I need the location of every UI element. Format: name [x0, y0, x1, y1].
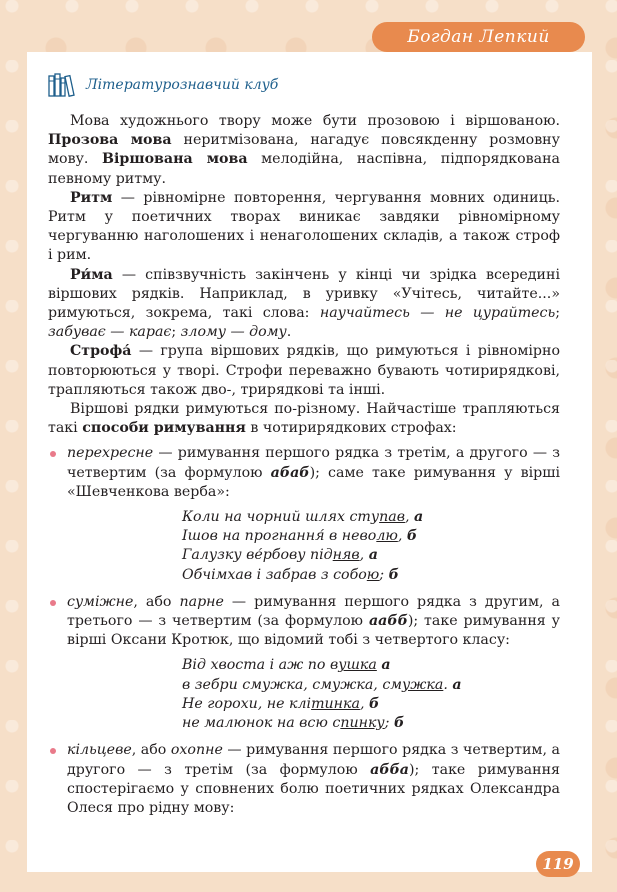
verse-line: Обчімхав і забрав з собою; б [182, 566, 399, 583]
verse-line: не малюнок на всю спинку; б [182, 715, 405, 732]
author-header-tab [372, 22, 585, 52]
author-name: Богдан Лепкий [407, 27, 550, 47]
verse-line: Галузку ве́рбову підняв, а [182, 547, 378, 564]
club-heading [48, 73, 278, 97]
list-item-enclosed-rhyme: кільцеве, або охопне — римування першого рядка з четвертим, а другого — з третім (за формулою абба); таке римування спостерігаємо у сповнених болю поетичних рядках Олександра Олеся про рідну мову: [48, 741, 560, 818]
list-item-adjacent-rhyme: суміжне, або парне — римування першого рядка з другим, а третього — з четвертим (за формулою аабб); таке римування у вірші Оксани Кротюк, що відомий тобі з четвертого класу: [48, 593, 560, 651]
verse-line: Не горохи, не клітинка, б [182, 695, 380, 712]
club-title: Літературознавчий клуб [86, 77, 279, 93]
verse-line: Від хвоста і аж по вушка а [182, 657, 391, 674]
paragraph-language: Мова художнього твору може бути прозовою і віршованою. Прозова мова неритмізована, нагадує повсякденну розмовну мову. Віршована мова мелодійна, наспівна, підпорядкована певному ритму. [48, 113, 561, 187]
verse-shevchenko [48, 508, 560, 585]
paragraph-rhyme: Ри́ма — співзвучність закінчень у кінці чи зрідка всередині віршових рядків. Наприклад, в уривку «Учітесь, читайте...» римуються, зокрема, такі слова: научайтесь — не цурайтесь; забуває — карає; злому — дому. [48, 266, 560, 341]
page-number: 119 [542, 855, 574, 873]
verse-line: Коли на чорний шлях ступав, а [182, 509, 424, 526]
verse-krotiuk [48, 656, 560, 733]
main-text [48, 112, 560, 818]
page-number-badge [536, 851, 580, 877]
verse-line: Ішов на прогнання́ в неволю, б [182, 528, 418, 545]
paragraph-rhyming-methods: Віршові рядки римуються по-різному. Найчастіше трапляються такі способи римування в чотирирядкових строфах: [48, 401, 560, 437]
verse-line: в зебри смужка, смужка, смужка. а [182, 676, 462, 693]
list-item-cross-rhyme: перехресне — римування першого рядка з третім, а другого — з четвертим (за формулою абаб); саме таке римування у вірші «Шевченкова верба»: [48, 444, 560, 502]
books-icon [48, 73, 76, 97]
paragraph-rhythm: Ритм — рівномірне повторення, чергування мовних одиниць. Ритм у поетичних творах виникає завдяки рівномірному чергуванню наголошених і ненаголошених складів, а також строф і рим. [48, 189, 560, 264]
paragraph-stanza: Строфа́ — група віршових рядків, що римуються і рівномірно повторюються у творі. Строфи переважно бувають чотирирядкові, трапляються також дво-, трирядкові та інші. [48, 343, 560, 398]
